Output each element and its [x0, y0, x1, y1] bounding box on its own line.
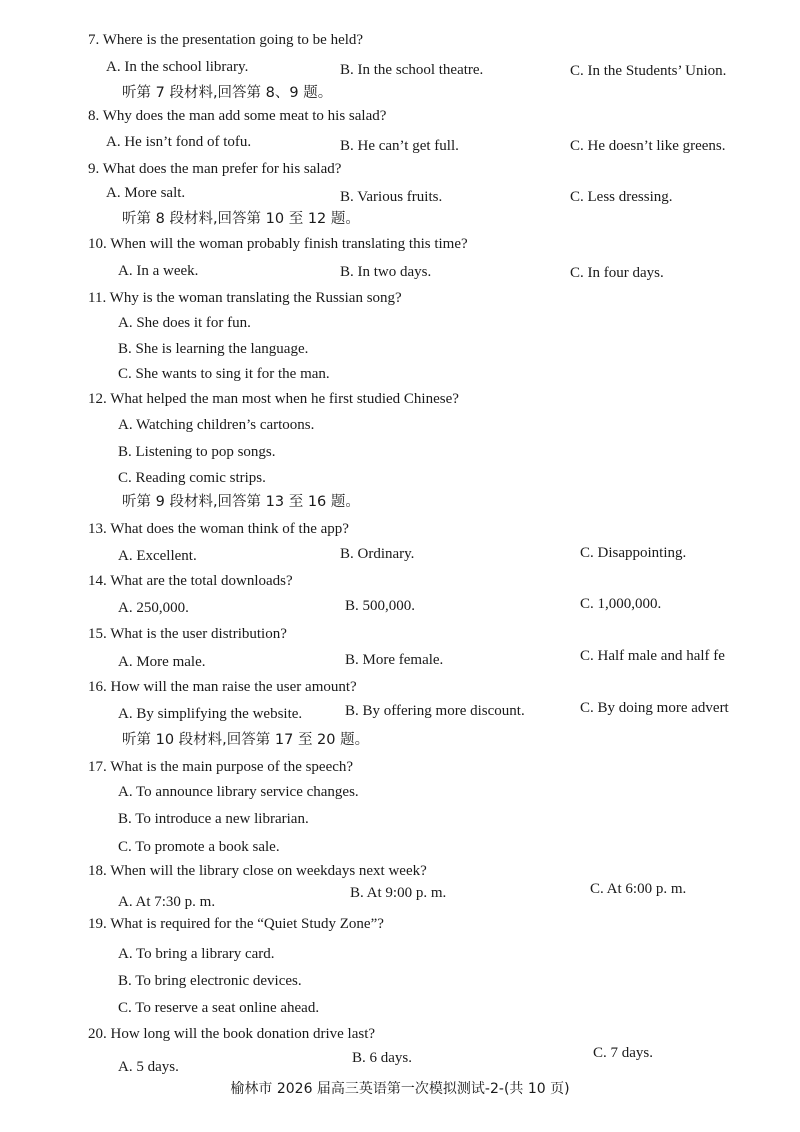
question-17: 17. What is the main purpose of the speech?	[88, 759, 354, 775]
option-20a: A. 5 days.	[118, 1059, 179, 1075]
question-10: 10. When will the woman probably finish translating this time?	[88, 236, 468, 252]
option-20b: B. 6 days.	[352, 1050, 412, 1066]
question-11: 11. Why is the woman translating the Russian song?	[88, 290, 402, 306]
option-12a: A. Watching children’s cartoons.	[118, 417, 315, 433]
question-13: 13. What does the woman think of the app?	[88, 521, 349, 537]
option-16a: A. By simplifying the website.	[118, 706, 303, 722]
option-10b: B. In two days.	[340, 264, 432, 280]
option-20c: C. 7 days.	[593, 1045, 653, 1061]
option-13c: C. Disappointing.	[580, 545, 687, 561]
option-11b: B. She is learning the language.	[118, 341, 309, 357]
question-16: 16. How will the man raise the user amount?	[88, 679, 357, 695]
option-11c: C. She wants to sing it for the man.	[118, 366, 330, 382]
question-19: 19. What is required for the “Quiet Study Zone”?	[88, 916, 384, 932]
page-footer: 榆林市 2026 届高三英语第一次模拟测试-2-(共 10 页)	[230, 1081, 570, 1097]
option-18b: B. At 9:00 p. m.	[350, 885, 447, 901]
question-7: 7. Where is the presentation going to be held?	[88, 32, 364, 48]
option-8c: C. He doesn’t like greens.	[570, 138, 726, 154]
option-8b: B. He can’t get full.	[340, 138, 459, 154]
section-heading-9: 听第 9 段材料,回答第 13 至 16 题。	[122, 494, 360, 510]
option-17a: A. To announce library service changes.	[118, 784, 359, 800]
option-9b: B. Various fruits.	[340, 189, 443, 205]
question-12: 12. What helped the man most when he first studied Chinese?	[88, 391, 459, 407]
option-17c: C. To promote a book sale.	[118, 839, 280, 855]
section-heading-10: 听第 10 段材料,回答第 17 至 20 题。	[122, 732, 370, 748]
option-14a: A. 250,000.	[118, 600, 189, 616]
option-12c: C. Reading comic strips.	[118, 470, 266, 486]
question-15: 15. What is the user distribution?	[88, 626, 287, 642]
option-7b: B. In the school theatre.	[340, 62, 484, 78]
option-16b: B. By offering more discount.	[345, 703, 525, 719]
option-10a: A. In a week.	[118, 263, 199, 279]
option-16c: C. By doing more advert	[580, 700, 729, 716]
option-15c: C. Half male and half fe	[580, 648, 725, 664]
option-9c: C. Less dressing.	[570, 189, 673, 205]
option-19b: B. To bring electronic devices.	[118, 973, 302, 989]
option-12b: B. Listening to pop songs.	[118, 444, 276, 460]
option-15a: A. More male.	[118, 654, 206, 670]
option-11a: A. She does it for fun.	[118, 315, 251, 331]
question-18: 18. When will the library close on weekdays next week?	[88, 863, 427, 879]
option-18c: C. At 6:00 p. m.	[590, 881, 687, 897]
question-9: 9. What does the man prefer for his salad?	[88, 161, 342, 177]
question-8: 8. Why does the man add some meat to his salad?	[88, 108, 387, 124]
option-14c: C. 1,000,000.	[580, 596, 662, 612]
option-7c: C. In the Students’ Union.	[570, 63, 727, 79]
section-heading-8: 听第 8 段材料,回答第 10 至 12 题。	[122, 211, 360, 227]
option-15b: B. More female.	[345, 652, 444, 668]
option-18a: A. At 7:30 p. m.	[118, 894, 216, 910]
option-9a: A. More salt.	[106, 185, 186, 201]
option-14b: B. 500,000.	[345, 598, 416, 614]
option-19a: A. To bring a library card.	[118, 946, 275, 962]
option-17b: B. To introduce a new librarian.	[118, 811, 309, 827]
section-heading-7: 听第 7 段材料,回答第 8、9 题。	[122, 85, 333, 101]
option-13b: B. Ordinary.	[340, 546, 415, 562]
option-19c: C. To reserve a seat online ahead.	[118, 1000, 320, 1016]
question-20: 20. How long will the book donation drive last?	[88, 1026, 376, 1042]
option-13a: A. Excellent.	[118, 548, 197, 564]
option-7a: A. In the school library.	[106, 59, 249, 75]
option-8a: A. He isn’t fond of tofu.	[106, 134, 252, 150]
option-10c: C. In four days.	[570, 265, 664, 281]
question-14: 14. What are the total downloads?	[88, 573, 293, 589]
